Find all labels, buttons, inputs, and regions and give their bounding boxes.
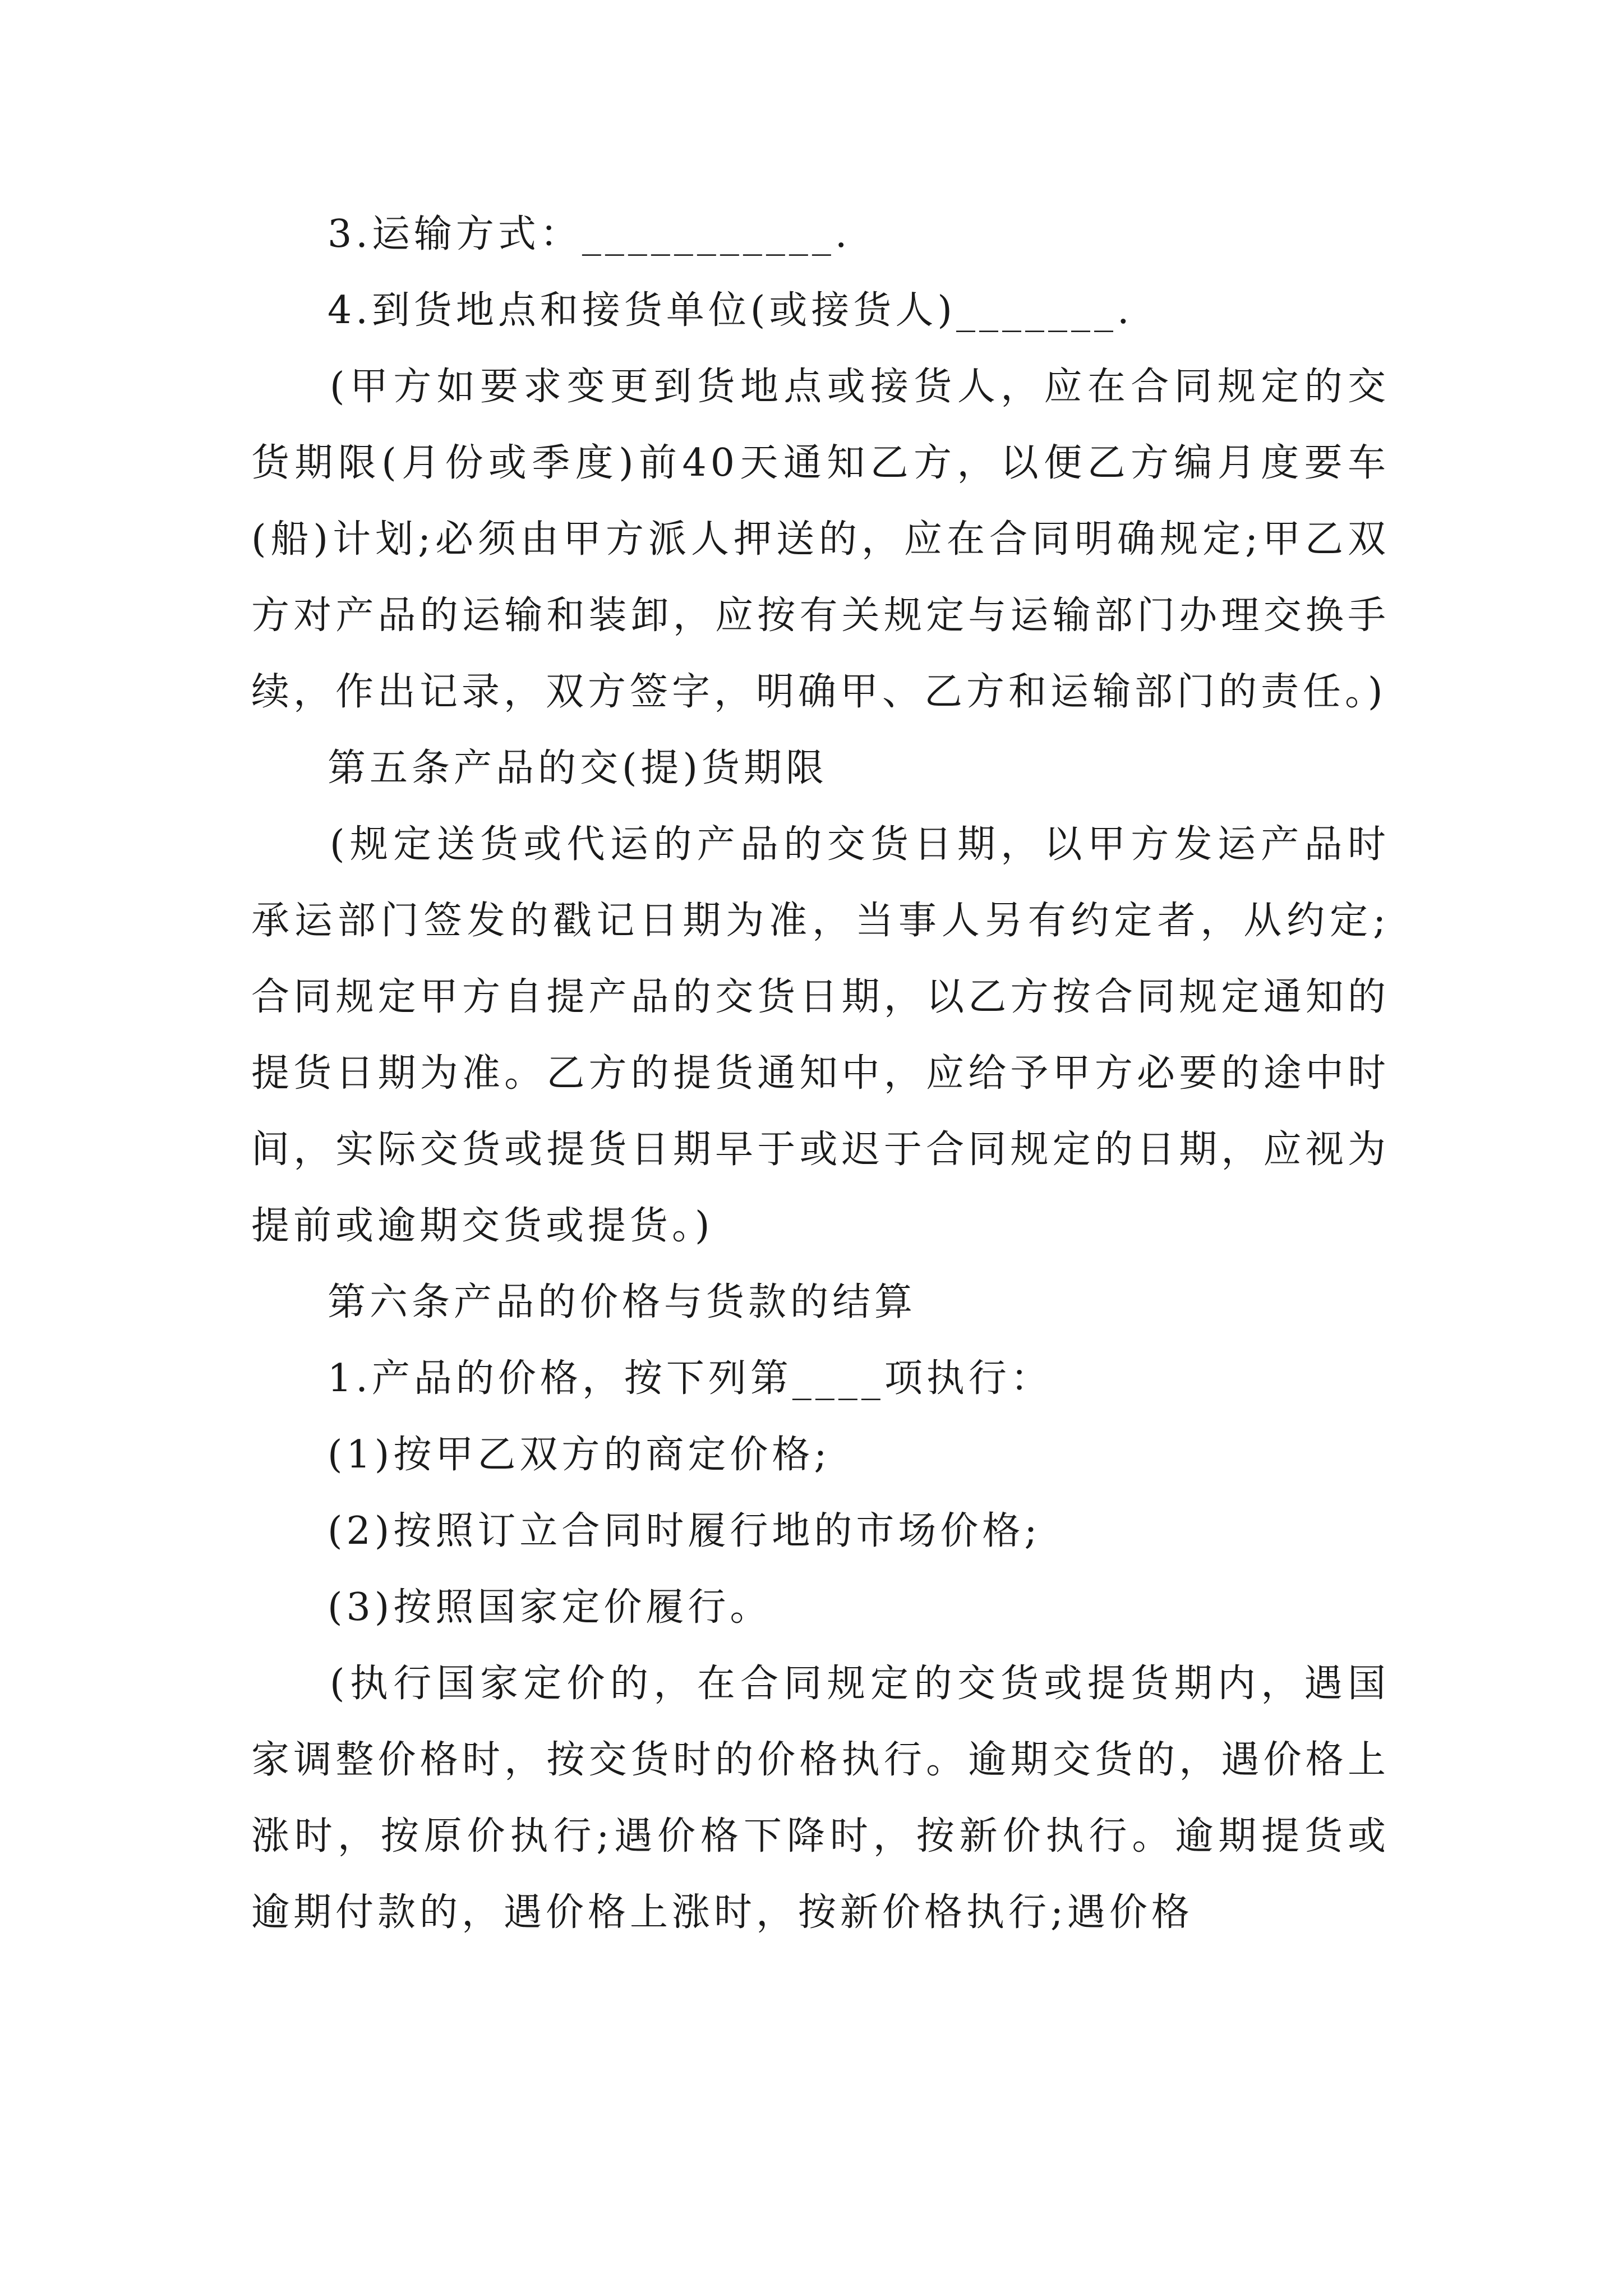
document-body bbox=[251, 196, 1390, 1951]
price-option-1: (1)按甲乙双方的商定价格; bbox=[328, 1433, 831, 1477]
price-option-2: (2)按照订立合同时履行地的市场价格; bbox=[328, 1509, 1041, 1553]
price-option-3: (3)按照国家定价履行。 bbox=[328, 1585, 772, 1630]
note-delivery-date: (规定送货或代运的产品的交货日期，以甲方发运产品时承运部门签发的戳记日期为准，当事人另有约定者，从约定;合同规定甲方自提产品的交货日期，以乙方按合同规定通知的提货日期为准。乙方的提货通知中，应给予甲方必要的途中时间，实际交货或提货日期早于或迟于合同规定的日期，应视为提前或逾期交货或提货。) bbox=[251, 822, 1390, 1248]
article-five-heading: 第五条产品的交(提)货期限 bbox=[328, 746, 828, 790]
clause-transport-method: 3.运输方式：___________. bbox=[328, 212, 851, 256]
clause-delivery-location: 4.到货地点和接货单位(或接货人)_______. bbox=[328, 288, 1133, 333]
note-state-pricing: (执行国家定价的，在合同规定的交货或提货期内，遇国家调整价格时，按交货时的价格执行。逾期交货的，遇价格上涨时，按原价执行;遇价格下降时，按新价执行。逾期提货或逾期付款的，遇价格上涨时，按新价格执行;遇价格 bbox=[251, 1662, 1390, 1935]
article-six-heading: 第六条产品的价格与货款的结算 bbox=[328, 1280, 917, 1324]
clause-product-price: 1.产品的价格，按下列第____项执行： bbox=[328, 1356, 1053, 1401]
note-delivery-change: (甲方如要求变更到货地点或接货人，应在合同规定的交货期限(月份或季度)前40天通知乙方，以便乙方编月度要车(船)计划;必须由甲方派人押送的，应在合同明确规定;甲乙双方对产品的运输和装卸，应按有关规定与运输部门办理交换手续，作出记录，双方签字，明确甲、乙方和运输部门的责任。) bbox=[251, 365, 1390, 714]
